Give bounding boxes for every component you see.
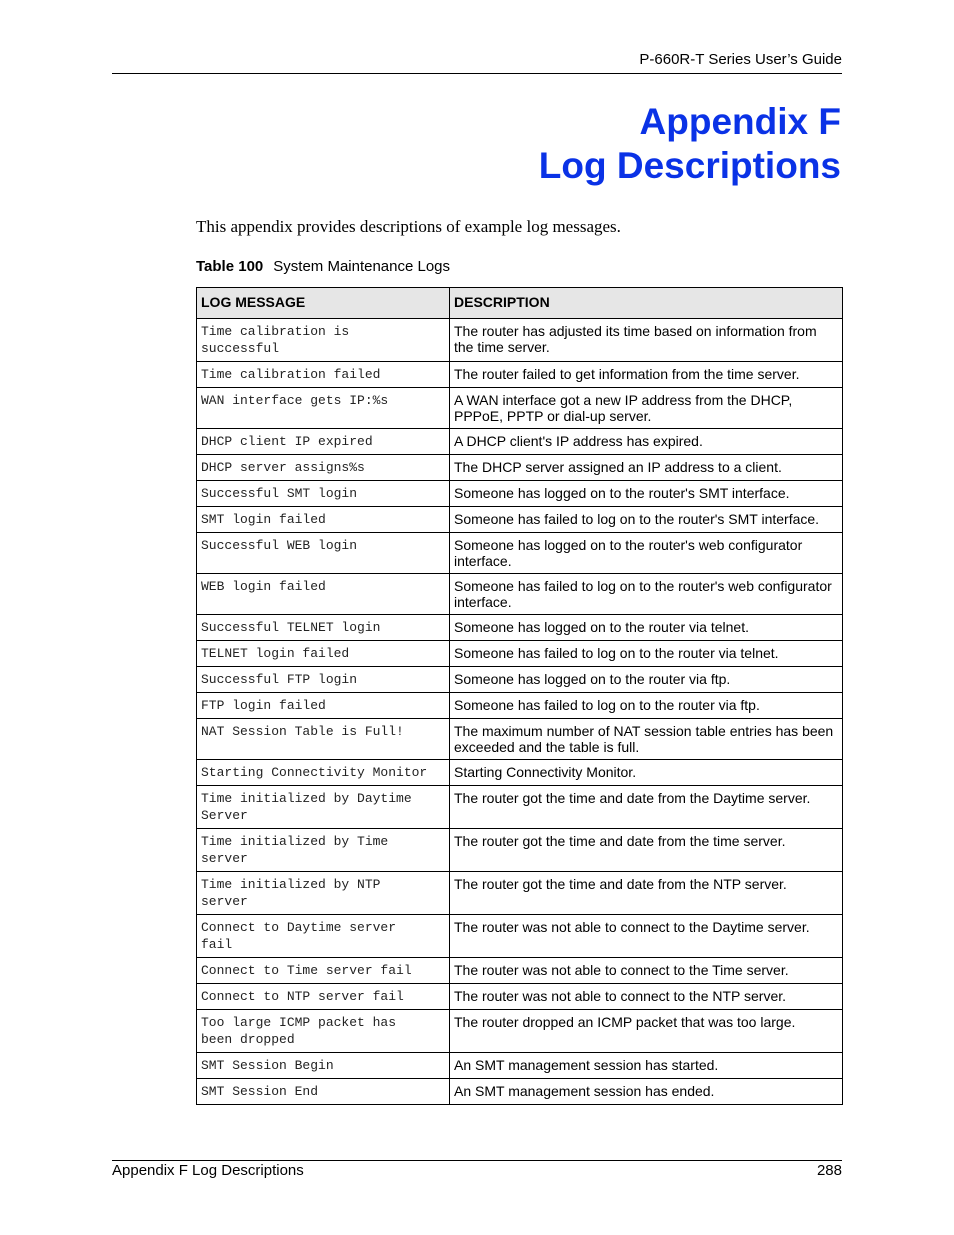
log-message-cell: Time initialized by Time server xyxy=(197,829,450,872)
log-message-cell: Starting Connectivity Monitor xyxy=(197,760,450,786)
table-header-row xyxy=(197,288,843,319)
description-cell: The router was not able to connect to the NTP server. xyxy=(450,984,843,1010)
table-row xyxy=(197,615,843,641)
table-row xyxy=(197,786,843,829)
page-title xyxy=(539,100,841,188)
table-row xyxy=(197,667,843,693)
log-message-cell: SMT Session Begin xyxy=(197,1053,450,1079)
description-cell: A DHCP client's IP address has expired. xyxy=(450,429,843,455)
table-row xyxy=(197,429,843,455)
table-row xyxy=(197,481,843,507)
log-message-cell: Time initialized by Daytime Server xyxy=(197,786,450,829)
table-row xyxy=(197,319,843,362)
description-cell: The router has adjusted its time based on information from the time server. xyxy=(450,319,843,362)
table-row xyxy=(197,362,843,388)
footer-section-title: Appendix F Log Descriptions xyxy=(112,1162,304,1179)
table-row xyxy=(197,719,843,760)
log-table xyxy=(196,287,843,1105)
log-message-cell: Time calibration failed xyxy=(197,362,450,388)
description-cell: A WAN interface got a new IP address from the DHCP, PPPoE, PPTP or dial-up server. xyxy=(450,388,843,429)
description-cell: The router got the time and date from the Daytime server. xyxy=(450,786,843,829)
table-row xyxy=(197,872,843,915)
table-row xyxy=(197,388,843,429)
page-number: 288 xyxy=(816,1162,842,1179)
log-message-cell: WEB login failed xyxy=(197,574,450,615)
header-rule xyxy=(112,73,842,74)
description-cell: Someone has logged on to the router's web configurator interface. xyxy=(450,533,843,574)
description-cell: Someone has logged on to the router via telnet. xyxy=(450,615,843,641)
log-message-cell: FTP login failed xyxy=(197,693,450,719)
title-line-name: Log Descriptions xyxy=(538,145,841,186)
log-message-cell: Too large ICMP packet has been dropped xyxy=(197,1010,450,1053)
table-row xyxy=(197,641,843,667)
description-cell: The router was not able to connect to the Daytime server. xyxy=(450,915,843,958)
table-row xyxy=(197,693,843,719)
table-caption xyxy=(196,258,450,275)
log-message-cell: Successful FTP login xyxy=(197,667,450,693)
log-message-cell: TELNET login failed xyxy=(197,641,450,667)
description-cell: The router got the time and date from the time server. xyxy=(450,829,843,872)
log-message-cell: DHCP server assigns%s xyxy=(197,455,450,481)
log-message-cell: SMT Session End xyxy=(197,1079,450,1105)
description-cell: Someone has logged on to the router via ftp. xyxy=(450,667,843,693)
description-cell: Someone has logged on to the router's SMT interface. xyxy=(450,481,843,507)
table-row xyxy=(197,829,843,872)
table-row xyxy=(197,915,843,958)
description-cell: Someone has failed to log on to the router via ftp. xyxy=(450,693,843,719)
log-message-cell: Connect to Daytime server fail xyxy=(197,915,450,958)
log-message-cell: Connect to Time server fail xyxy=(197,958,450,984)
table-row xyxy=(197,984,843,1010)
table-row xyxy=(197,760,843,786)
description-cell: Someone has failed to log on to the router's web configurator interface. xyxy=(450,574,843,615)
table-row xyxy=(197,574,843,615)
column-header-description: DESCRIPTION xyxy=(450,288,843,319)
title-line-appendix: Appendix F xyxy=(639,101,841,142)
table-caption-text: System Maintenance Logs xyxy=(273,258,451,275)
description-cell: The router got the time and date from the NTP server. xyxy=(450,872,843,915)
description-cell: The router dropped an ICMP packet that was too large. xyxy=(450,1010,843,1053)
log-message-cell: Successful SMT login xyxy=(197,481,450,507)
table-row xyxy=(197,958,843,984)
log-message-cell: DHCP client IP expired xyxy=(197,429,450,455)
table-caption-label: Table 100 xyxy=(196,258,264,275)
table-row xyxy=(197,455,843,481)
log-message-cell: Connect to NTP server fail xyxy=(197,984,450,1010)
table-row xyxy=(197,533,843,574)
description-cell: An SMT management session has ended. xyxy=(450,1079,843,1105)
column-header-log-message: LOG MESSAGE xyxy=(197,288,450,319)
description-cell: Starting Connectivity Monitor. xyxy=(450,760,843,786)
log-message-cell: Successful WEB login xyxy=(197,533,450,574)
description-cell: Someone has failed to log on to the router via telnet. xyxy=(450,641,843,667)
table-row xyxy=(197,1053,843,1079)
description-cell: The DHCP server assigned an IP address to a client. xyxy=(450,455,843,481)
running-header: P-660R-T Series User’s Guide xyxy=(639,51,842,68)
log-message-cell: SMT login failed xyxy=(197,507,450,533)
footer-rule xyxy=(112,1160,842,1161)
log-message-cell: NAT Session Table is Full! xyxy=(197,719,450,760)
log-message-cell: WAN interface gets IP:%s xyxy=(197,388,450,429)
table-row xyxy=(197,1079,843,1105)
table-body xyxy=(197,319,843,1105)
description-cell: The maximum number of NAT session table entries has been exceeded and the table is full. xyxy=(450,719,843,760)
table-row xyxy=(197,507,843,533)
description-cell: The router failed to get information from the time server. xyxy=(450,362,843,388)
log-message-cell: Time initialized by NTP server xyxy=(197,872,450,915)
log-message-cell: Time calibration is successful xyxy=(197,319,450,362)
description-cell: Someone has failed to log on to the router's SMT interface. xyxy=(450,507,843,533)
intro-paragraph: This appendix provides descriptions of example log messages. xyxy=(196,217,621,236)
description-cell: An SMT management session has started. xyxy=(450,1053,843,1079)
description-cell: The router was not able to connect to the Time server. xyxy=(450,958,843,984)
table-row xyxy=(197,1010,843,1053)
log-message-cell: Successful TELNET login xyxy=(197,615,450,641)
